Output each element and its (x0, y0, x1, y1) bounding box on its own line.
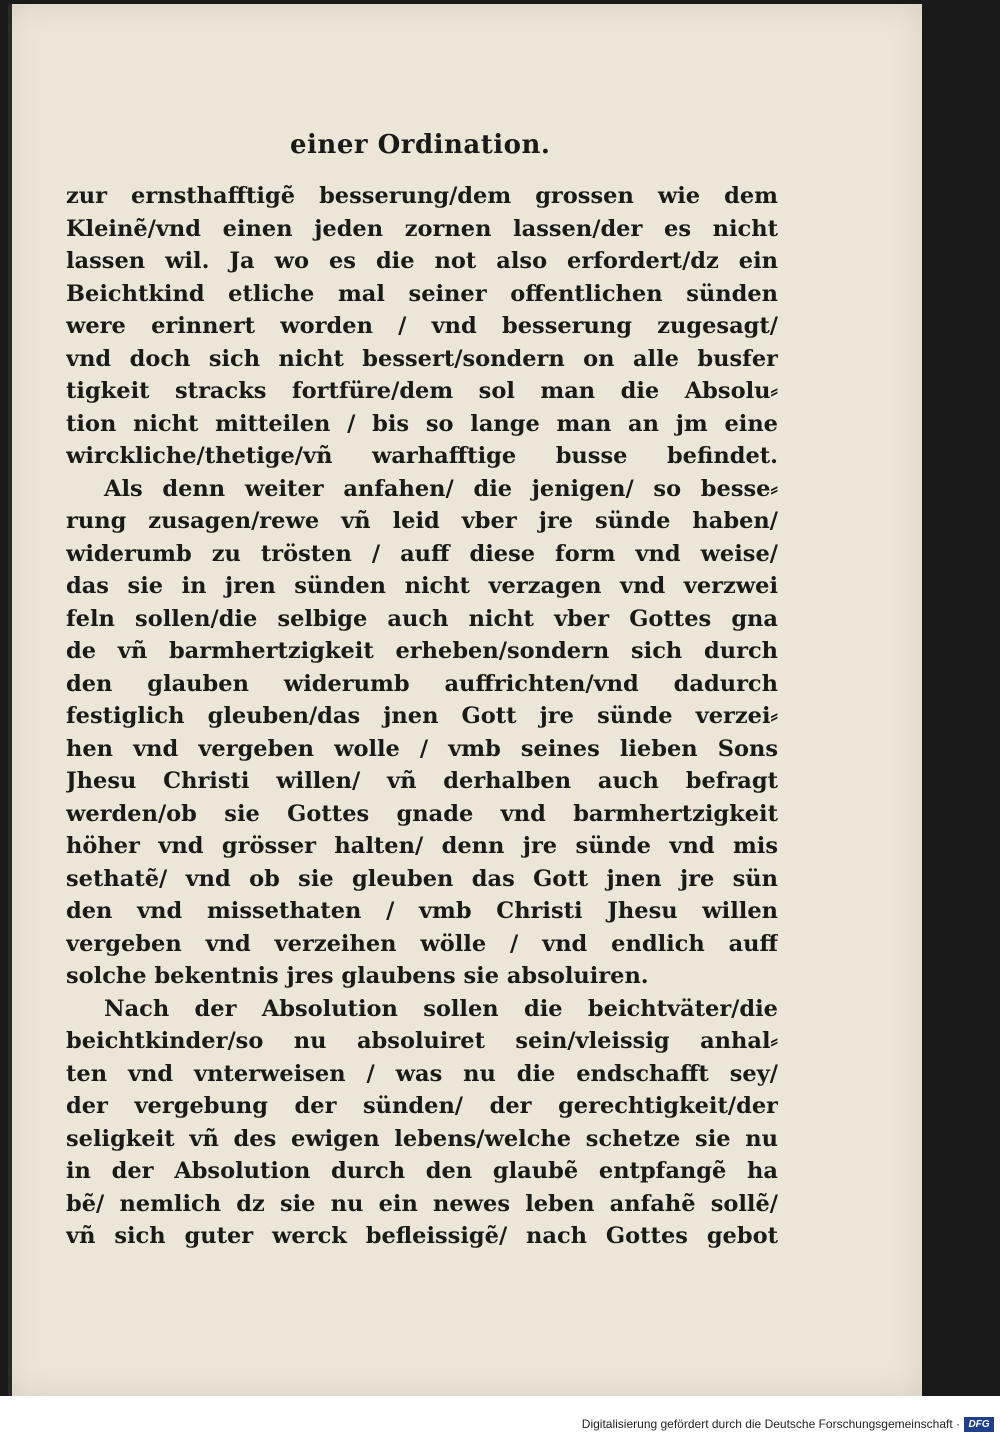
text-line: Beichtkind etliche mal seiner offentlichen sünden (66, 280, 778, 307)
text-line: das sie in jren sünden nicht verzagen vnd verzwei (66, 573, 778, 599)
text-line: feln sollen/die selbige auch nicht vber Gottes gna (66, 605, 778, 632)
text-line: were erinnert worden / vnd besserung zugesagt/ (66, 313, 778, 339)
text-line: Jhesu Christi willen/ vñ derhalben auch befragt (66, 768, 778, 794)
text-line: hen vnd vergeben wolle / vmb seines lieben Sons (66, 735, 778, 762)
text-line: festiglich gleuben/das jnen Gott jre sünde verzei⸗ (66, 703, 778, 729)
page-spine-edge (8, 4, 12, 1396)
text-line: tigkeit stracks fortfüre/dem sol man die Absolu⸗ (66, 378, 778, 404)
text-line: der vergebung der sünden/ der gerechtigkeit/der (66, 1093, 778, 1119)
text-line: tion nicht mitteilen / bis so lange man an jm eine (66, 410, 778, 437)
book-page (8, 4, 922, 1396)
paragraph-start-line: Nach der Absolution sollen die beichtväter/die (104, 995, 778, 1022)
text-line: seligkeit vñ des ewigen lebens/welche schetze sie nu (66, 1125, 778, 1152)
dfg-logo-icon[interactable]: DFG (964, 1417, 994, 1432)
text-line: zur ernsthafftigẽ besserung/dem grossen wie dem (66, 183, 778, 209)
text-line: wirckliche/thetige/vñ warhafftige busse befindet. (66, 443, 778, 469)
text-line: lassen wil. Ja wo es die not also erfordert/dz ein (66, 248, 778, 274)
text-line: höher vnd grösser halten/ denn jre sünde vnd mis (66, 833, 778, 859)
text-line: in der Absolution durch den glaubẽ entpfangẽ ha (66, 1158, 778, 1184)
text-line: ten vnd vnterweisen / was nu die endschafft sey/ (66, 1060, 778, 1087)
text-line: Kleinẽ/vnd einen jeden zornen lassen/der es nicht (66, 215, 778, 242)
text-line: vnd doch sich nicht bessert/sondern on alle busfer (66, 345, 778, 372)
paragraph-end-line: solche bekentnis jres glaubens sie absoluiren. (66, 963, 649, 989)
text-line: beichtkinder/so nu absoluiret sein/vleissig anhal⸗ (66, 1028, 778, 1054)
footer-credit-bar (0, 1414, 1000, 1436)
text-line: bẽ/ nemlich dz sie nu ein newes leben anfahẽ sollẽ/ (66, 1190, 778, 1217)
text-line: den vnd missethaten / vmb Christi Jhesu willen (66, 898, 778, 924)
paragraph-start-line: Als denn weiter anfahen/ die jenigen/ so besse⸗ (104, 475, 778, 502)
body-text (66, 180, 778, 1253)
funding-credit: Digitalisierung gefördert durch die Deutsche Forschungsgemeinschaft · (581, 1417, 960, 1431)
text-line: den glauben widerumb auffrichten/vnd dadurch (66, 670, 778, 697)
running-head: einer Ordination. (290, 130, 551, 160)
text-line: sethatẽ/ vnd ob sie gleuben das Gott jnen jre sün (66, 865, 778, 892)
text-line: vergeben vnd verzeihen wölle / vnd endlich auff (66, 930, 778, 957)
text-line: de vñ barmhertzigkeit erheben/sondern sich durch (66, 638, 778, 664)
text-line: rung zusagen/rewe vñ leid vber jre sünde haben/ (66, 508, 778, 534)
text-line: werden/ob sie Gottes gnade vnd barmhertzigkeit (66, 800, 778, 827)
text-line: widerumb zu trösten / auff diese form vnd weise/ (66, 540, 778, 567)
text-line: vñ sich guter werck befleissigẽ/ nach Gottes gebot (66, 1223, 778, 1249)
